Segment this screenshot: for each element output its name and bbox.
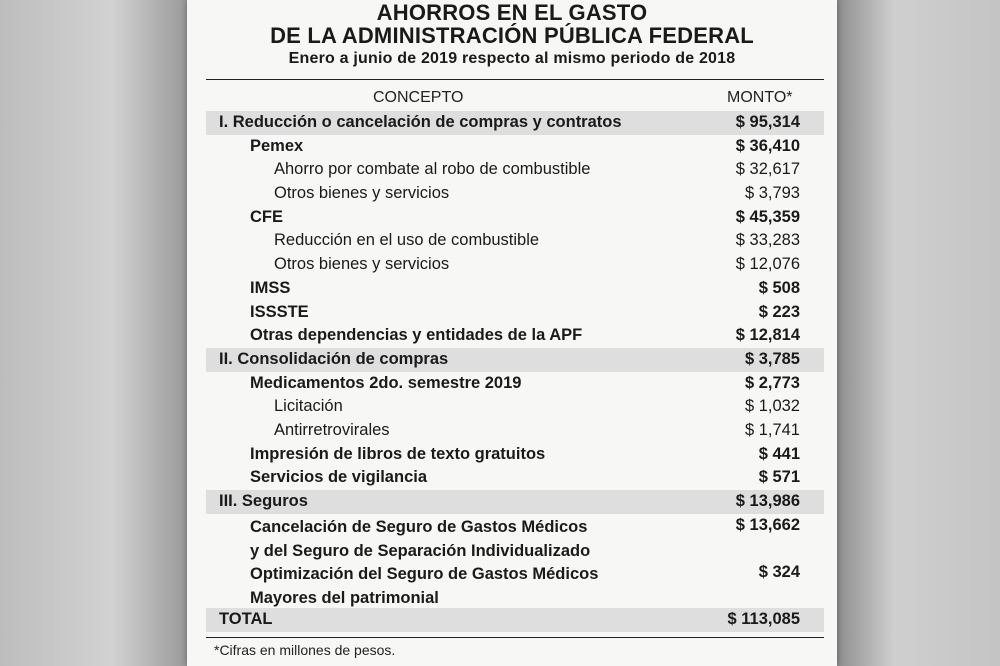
row-amount: $ 3,785	[744, 349, 800, 368]
row-concept: Antirretrovirales	[274, 420, 390, 439]
row-concept: Pemex	[250, 136, 304, 155]
row-concept: II. Consolidación de compras	[219, 349, 449, 368]
row-amount: $ 1,741	[744, 420, 800, 439]
row-concept: Servicios de vigilancia	[250, 468, 428, 487]
table-row	[206, 277, 824, 301]
table-row	[206, 158, 824, 182]
bottom-divider	[206, 637, 824, 638]
row-amount: $ 113,085	[727, 610, 800, 629]
row-concept: Medicamentos 2do. semestre 2019	[250, 373, 522, 392]
table-row	[206, 301, 824, 325]
row-amount: $ 32,617	[735, 160, 800, 179]
row-concept: Otros bienes y servicios	[274, 255, 450, 274]
title-line-1: AHORROS EN EL GASTO	[376, 0, 648, 25]
row-concept-line-1: Optimización del Seguro de Gastos Médicos	[250, 565, 599, 584]
table-row	[206, 135, 824, 159]
row-concept: TOTAL	[219, 610, 273, 629]
row-amount: $ 13,986	[735, 492, 800, 510]
row-amount: $ 508	[758, 278, 800, 297]
subtitle: Enero a junio de 2019 respecto al mismo periodo de 2018	[288, 50, 736, 67]
table-row-section	[206, 490, 824, 514]
background-left	[0, 0, 187, 666]
table-row	[206, 419, 824, 443]
row-amount: $ 571	[758, 468, 800, 487]
savings-table-document	[187, 0, 837, 666]
row-concept: Ahorro por combate al robo de combustible	[274, 160, 591, 179]
table-row-section	[206, 348, 824, 372]
row-concept	[250, 562, 598, 610]
row-amount: $ 3,793	[744, 184, 800, 203]
table-row	[206, 466, 824, 490]
footnote: *Cifras en millones de pesos.	[214, 642, 396, 658]
row-concept: I. Reducción o cancelación de compras y contratos	[219, 113, 622, 131]
row-concept: Otros bienes y servicios	[274, 184, 450, 203]
table-row	[206, 395, 824, 419]
column-header-amount: MONTO*	[727, 89, 793, 106]
table-row	[206, 324, 824, 348]
row-concept	[250, 515, 590, 563]
row-concept: Licitación	[274, 397, 343, 416]
row-amount: $ 45,359	[735, 207, 800, 226]
row-concept: ISSSTE	[250, 302, 309, 321]
row-amount: $ 33,283	[735, 231, 800, 250]
background-right	[837, 0, 1000, 666]
row-amount: $ 324	[758, 563, 800, 582]
row-concept-line-1: Cancelación de Seguro de Gastos Médicos	[250, 517, 588, 536]
table-row	[206, 372, 824, 396]
table-row-section	[206, 111, 824, 135]
table-row	[206, 443, 824, 467]
row-amount: $ 95,314	[735, 113, 800, 131]
row-amount: $ 12,814	[735, 326, 800, 345]
row-amount: $ 13,662	[735, 515, 800, 534]
table-row-total	[206, 608, 824, 632]
row-concept: Reducción en el uso de combustible	[274, 231, 540, 250]
row-concept: IMSS	[250, 278, 291, 297]
table-row	[206, 229, 824, 253]
row-concept: Otras dependencias y entidades de la APF	[250, 326, 583, 345]
row-concept: III. Seguros	[219, 492, 308, 510]
table-row	[206, 561, 824, 608]
column-header-concept: CONCEPTO	[373, 89, 464, 106]
row-concept-line-2: y del Seguro de Separación Individualizado	[250, 541, 591, 560]
savings-table	[206, 111, 824, 632]
title-line-2: DE LA ADMINISTRACIÓN PÚBLICA FEDERAL	[270, 23, 754, 48]
row-amount: $ 12,076	[735, 255, 800, 274]
row-amount: $ 36,410	[735, 136, 800, 155]
row-amount: $ 441	[758, 444, 800, 463]
row-amount: $ 223	[758, 302, 800, 321]
table-row	[206, 206, 824, 230]
row-amount: $ 1,032	[744, 397, 800, 416]
table-row	[206, 253, 824, 277]
row-amount: $ 2,773	[744, 373, 800, 392]
table-row	[206, 182, 824, 206]
row-concept-line-2: Mayores del patrimonial	[250, 589, 439, 608]
row-concept: Impresión de libros de texto gratuitos	[250, 444, 546, 463]
top-divider	[206, 79, 824, 80]
row-concept: CFE	[250, 207, 283, 226]
table-row	[206, 514, 824, 561]
